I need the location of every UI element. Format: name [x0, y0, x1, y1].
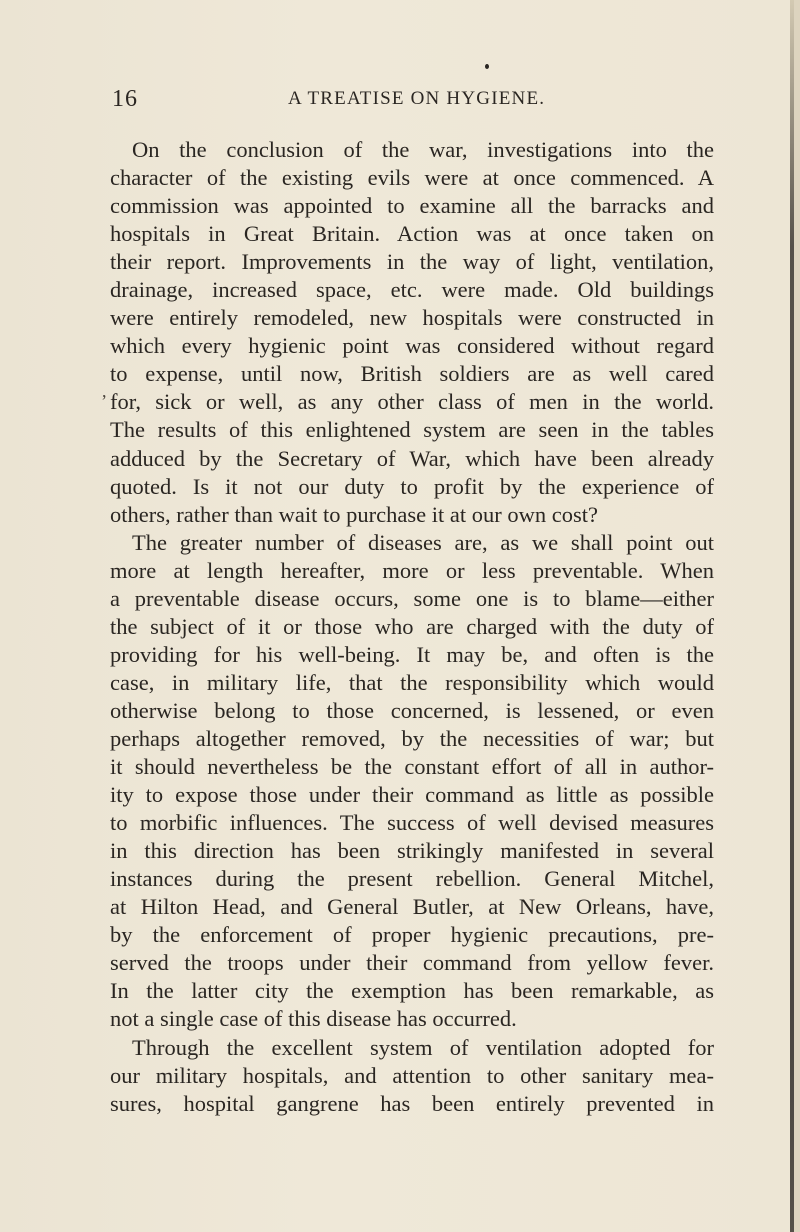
text-line: to morbific influences. The success of well devised measures [110, 810, 714, 836]
page-number: 16 [112, 86, 138, 112]
text-line: the subject of it or those who are charged with the duty of [110, 613, 714, 639]
text-line: were entirely remodeled, new hospitals were constructed in [110, 305, 714, 331]
text-line: others, rather than wait to purchase it at our own cost? [110, 501, 598, 527]
ink-speck [485, 64, 489, 69]
text-line: more at length hereafter, more or less preventable. When [110, 557, 714, 583]
page-edge-shadow [794, 0, 800, 1232]
text-line: instances during the present rebellion. General Mitchel, [110, 866, 714, 892]
text-line: to expense, until now, British soldiers are as well cared [110, 361, 714, 387]
text-line: The results of this enlightened system are seen in the tables [110, 417, 714, 443]
text-line: a preventable disease occurs, some one is to blame—either [110, 585, 714, 611]
text-line: quoted. Is it not our duty to profit by the experience of [110, 473, 714, 499]
text-line: for, sick or well, as any other class of men in the world. [110, 389, 714, 415]
text-line: it should nevertheless be the constant effort of all in author- [110, 754, 714, 780]
text-line: perhaps altogether removed, by the necessities of war; but [110, 725, 714, 751]
page-edge-line [790, 0, 794, 1232]
text-line: their report. Improvements in the way of light, ventilation, [110, 249, 714, 275]
text-line: by the enforcement of proper hygienic precautions, pre- [110, 922, 714, 948]
text-line: ity to expose those under their command as little as possible [110, 782, 714, 808]
page-header [112, 86, 712, 116]
text-line: otherwise belong to those concerned, is lessened, or even [110, 697, 714, 723]
text-line: at Hilton Head, and General Butler, at New Orleans, have, [110, 894, 714, 920]
body-text [110, 136, 714, 1118]
text-line: adduced by the Secretary of War, which have been already [110, 445, 714, 471]
text-line: commission was appointed to examine all the barracks and [110, 193, 714, 219]
text-line: The greater number of diseases are, as we shall point out [132, 529, 714, 555]
text-line: not a single case of this disease has occurred. [110, 1006, 517, 1032]
running-head: A TREATISE ON HYGIENE. [288, 88, 546, 109]
text-line: providing for his well-being. It may be, and often is the [110, 641, 714, 667]
text-line: in this direction has been strikingly manifested in several [110, 838, 714, 864]
text-line: case, in military life, that the responsibility which would [110, 669, 714, 695]
text-line: which every hygienic point was considered without regard [110, 333, 714, 359]
text-line: Through the excellent system of ventilation adopted for [132, 1034, 714, 1060]
text-line: drainage, increased space, etc. were made. Old buildings [110, 277, 714, 303]
margin-mark: , [102, 381, 107, 401]
text-line: sures, hospital gangrene has been entirely prevented in [110, 1090, 714, 1116]
text-line: On the conclusion of the war, investigations into the [132, 137, 714, 162]
text-line: our military hospitals, and attention to other sanitary mea- [110, 1062, 714, 1088]
text-line: hospitals in Great Britain. Action was at once taken on [110, 221, 714, 247]
text-line: In the latter city the exemption has been remarkable, as [110, 978, 714, 1004]
text-line: character of the existing evils were at once commenced. A [110, 165, 714, 191]
text-line: served the troops under their command from yellow fever. [110, 950, 714, 976]
